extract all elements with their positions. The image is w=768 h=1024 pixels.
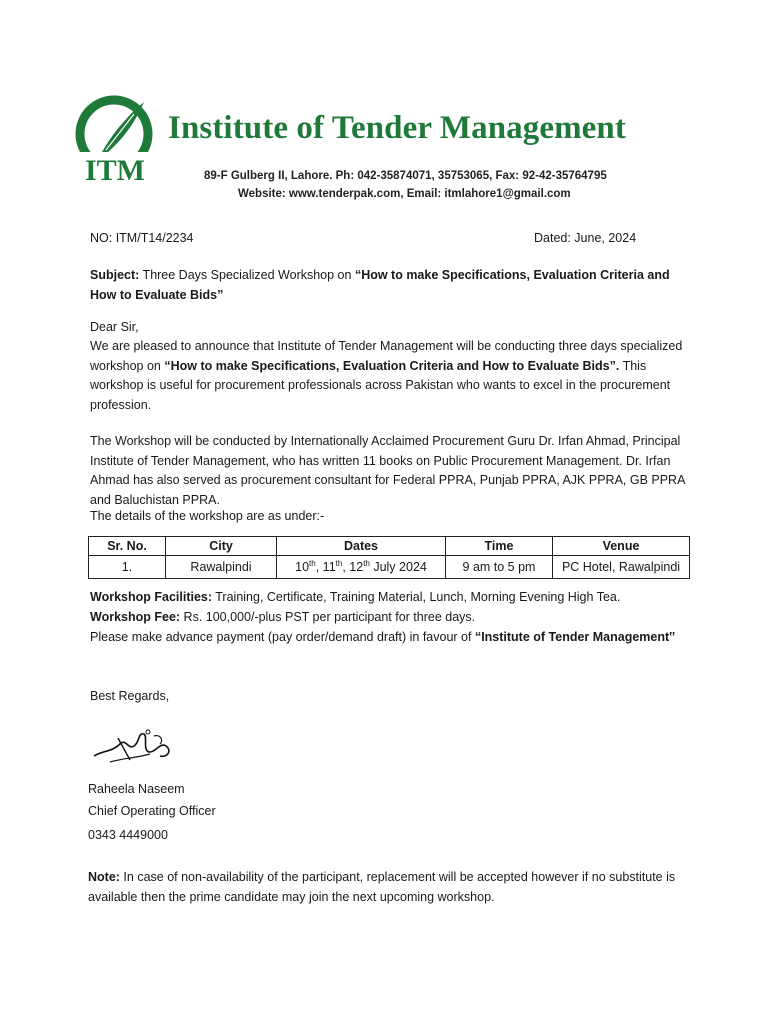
subject-line	[90, 266, 690, 305]
org-address: 89-F Gulberg II, Lahore. Ph: 042-35874071, 35753065, Fax: 92-42-35764795	[204, 170, 607, 182]
svg-text:ITM: ITM	[85, 154, 145, 187]
subject-title: “How to make Specifications, Evaluation Criteria and How to Evaluate Bids”	[90, 268, 670, 302]
fee-label: Workshop Fee:	[90, 610, 181, 624]
payee-name: “Institute of Tender Management‟	[474, 630, 676, 644]
signature	[90, 722, 190, 768]
payment-text: Please make advance payment (pay order/demand draft) in favour of	[90, 630, 475, 644]
cell-time: 9 am to 5 pm	[446, 556, 553, 579]
intro-text-2: This workshop is useful for procurement professionals across Pakistan who wants to excel in the procurement profession.	[90, 358, 671, 412]
itm-logo	[72, 94, 158, 190]
closing: Best Regards,	[90, 689, 170, 703]
salutation: Dear Sir,	[90, 320, 139, 334]
header-dates: Dates	[277, 537, 446, 556]
org-name: Institute of Tender Management	[168, 110, 626, 146]
intro-paragraph	[90, 337, 690, 415]
header-city: City	[166, 537, 277, 556]
workshop-fee	[90, 608, 475, 628]
workshop-facilities	[90, 588, 710, 608]
cell-venue: PC Hotel, Rawalpindi	[553, 556, 690, 579]
table-row	[89, 556, 690, 579]
cell-sr-no: 1.	[89, 556, 166, 579]
trainer-paragraph: The Workshop will be conducted by Internationally Acclaimed Procurement Guru Dr. Irfan Ahmad, Principal Institute of Tender Management, who has written 11 books on Public Procurement Management. Dr. Irfan Ahmad has also served as procurement consultant for Federal PPRA, Punjab PPRA, AJK PPRA, GB PPRA and Baluchistan PPRA.	[90, 434, 685, 507]
workshop-details-table	[88, 536, 690, 579]
letter-date: Dated: June, 2024	[534, 231, 637, 245]
note	[88, 868, 688, 907]
header-time: Time	[446, 537, 553, 556]
table-header-row	[89, 537, 690, 556]
note-label: Note:	[88, 870, 120, 884]
signatory-title: Chief Operating Officer	[88, 804, 216, 818]
facilities-text: Training, Certificate, Training Material, Lunch, Morning Evening High Tea.	[212, 590, 621, 604]
details-intro: The details of the workshop are as under:-	[90, 509, 325, 523]
subject-text: Three Days Specialized Workshop on	[139, 268, 355, 282]
facilities-label: Workshop Facilities:	[90, 590, 213, 604]
org-website-email: Website: www.tenderpak.com, Email: itmlahore1@gmail.com	[238, 188, 571, 200]
cell-city: Rawalpindi	[166, 556, 277, 579]
header-venue: Venue	[553, 537, 690, 556]
intro-text-1: We are pleased to announce that Institute of Tender Management will be conducting three days specialized workshop on	[90, 339, 683, 373]
signatory-name: Raheela Naseem	[88, 782, 185, 796]
reference-number: NO: ITM/T14/2234	[90, 231, 194, 245]
payment-instructions	[90, 628, 690, 648]
workshop-title: “How to make Specifications, Evaluation Criteria and How to Evaluate Bids”.	[164, 358, 620, 373]
fee-text: Rs. 100,000/-plus PST per participant for three days.	[180, 610, 476, 624]
subject-label: Subject:	[90, 268, 140, 282]
header-sr-no: Sr. No.	[89, 537, 166, 556]
signatory-phone: 0343 4449000	[88, 828, 168, 842]
cell-dates: 10th, 11th, 12th July 2024	[277, 556, 446, 579]
note-text: In case of non-availability of the participant, replacement will be accepted however if no substitute is available then the prime candidate may join the next upcoming workshop.	[88, 870, 676, 904]
